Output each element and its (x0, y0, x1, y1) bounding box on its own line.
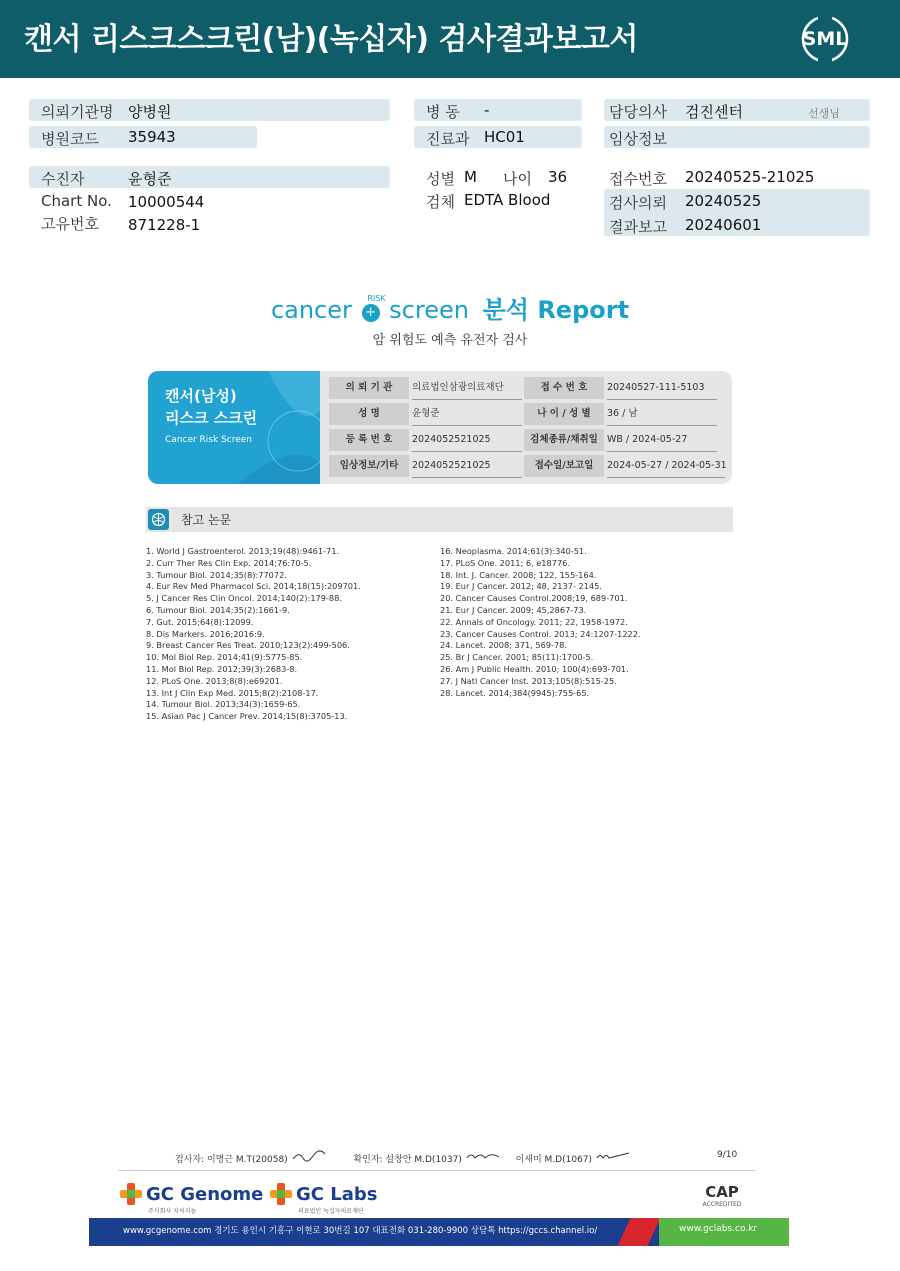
examiner: 검사자: 이명근 M.T(20058) (175, 1155, 288, 1165)
reference-item: 11. Mol Biol Rep. 2012;39(3):2683-8. (146, 663, 298, 674)
reference-item: 10. Mol Biol Rep. 2014;41(9):5775-85. (146, 652, 303, 663)
clinical-label: 임상정보 (609, 130, 667, 148)
hospital-code-label: 병원코드 (41, 130, 99, 148)
request-value: 20240525 (685, 192, 762, 210)
institution-value: 양병원 (128, 103, 172, 121)
cap-sub: ACCREDITED (702, 1201, 742, 1208)
card-line3: Cancer Risk Screen (165, 435, 253, 445)
reference-item: 9. Breast Cancer Res Treat. 2010;123(2):499-506. (146, 640, 350, 651)
plus-icon: + RISK (362, 304, 380, 322)
brand-report: 분석 Report (482, 296, 630, 324)
reference-item: 21. Eur J Cancer. 2009; 45,2867-73. (440, 604, 587, 615)
reference-item: 3. Tumour Biol. 2014;35(8):77072. (146, 569, 287, 580)
card-label: 의 뢰 기 관 (329, 377, 409, 399)
signature-row (175, 1150, 745, 1165)
brand-cancer: cancer (270, 296, 352, 324)
doctor2: 이새미 M.D(1067) (515, 1155, 593, 1165)
receipt-value: 20240525-21025 (685, 168, 815, 186)
unique-label: 고유번호 (41, 215, 99, 233)
doctor2-signature (595, 1150, 635, 1165)
brand-screen: screen (389, 296, 469, 324)
card-label: 임상정보/기타 (329, 455, 409, 477)
reference-item: 4. Eur Rev Med Pharmacol Sci. 2014;18(15):209701. (146, 581, 361, 592)
reference-item: 17. PLoS One. 2011; 6, e18776. (440, 557, 570, 568)
confirmer-signature (465, 1150, 505, 1165)
chart-label: Chart No. (41, 192, 112, 210)
card-label: 접 수 번 호 (524, 377, 604, 399)
card-value: 20240527-111-5103 (607, 377, 717, 400)
card-value: 2024052521025 (412, 429, 522, 452)
reference-item: 13. Int J Clin Exp Med. 2015;8(2):2108-17. (146, 687, 319, 698)
reference-item: 23. Cancer Causes Control. 2013; 24:1207-1222. (440, 628, 641, 639)
reference-item: 14. Tumour Biol. 2013;34(3):1659-65. (146, 699, 301, 710)
reference-item: 8. Dis Markers. 2016;2016:9. (146, 628, 265, 639)
card-value: 2024052521025 (412, 455, 522, 478)
card-value: WB / 2024-05-27 (607, 429, 717, 452)
reference-item: 18. Int. J. Cancer. 2008; 122, 155-164. (440, 569, 597, 580)
reference-item: 26. Am J Public Health. 2010; 100(4):693-701. (440, 663, 629, 674)
cap-text: CAP (705, 1183, 739, 1201)
sex-value: M (464, 168, 477, 186)
reference-item: 19. Eur J Cancer. 2012; 48, 2137- 2145. (440, 581, 602, 592)
gc-genome-name: GC Genome (146, 1184, 264, 1205)
card-label: 접수일/보고일 (524, 455, 604, 477)
chart-value: 10000544 (128, 193, 205, 211)
card-label: 성 명 (329, 403, 409, 425)
reference-item: 12. PLoS One. 2013;8(8):e69201. (146, 675, 283, 686)
references-title: 참고 논문 (181, 513, 232, 527)
brand-title (0, 290, 900, 325)
card-value: 의료법인삼광의료재단 (412, 377, 522, 400)
references-header (146, 507, 733, 532)
examiner-signature (291, 1150, 331, 1165)
institution-label: 의뢰기관명 (41, 103, 114, 121)
age-value: 36 (548, 168, 568, 186)
gc-genome-sub: 주식회사 지씨지놈 (148, 1208, 197, 1215)
reference-item: 28. Lancet. 2014;384(9945):755-65. (440, 687, 590, 698)
card-line1: 캔서(남성) (165, 387, 237, 405)
hospital-code-value: 35943 (128, 128, 176, 146)
card-value: 윤형준 (412, 403, 522, 426)
request-label: 검사의뢰 (609, 194, 667, 212)
reference-item: 24. Lancet. 2008; 371, 569-78. (440, 640, 567, 651)
brain-icon (148, 509, 169, 530)
gc-labs-name: GC Labs (296, 1184, 378, 1205)
confirmer: 확인자: 설창안 M.D(1037) (353, 1155, 462, 1165)
sml-logo (800, 14, 850, 64)
gc-labs-sub: 의료법인 녹십자의료재단 (298, 1208, 364, 1215)
footer-url[interactable]: www.gclabs.co.kr (679, 1224, 758, 1234)
reference-item: 25. Br J Cancer. 2001; 85(11):1700-5. (440, 652, 594, 663)
gc-cross-icon (270, 1183, 292, 1205)
result-label: 결과보고 (609, 218, 667, 236)
logo-text: SML (802, 28, 848, 50)
specimen-value: EDTA Blood (464, 191, 551, 209)
card-label: 등 록 번 호 (329, 429, 409, 451)
doctor-value: 검진센터 (685, 103, 743, 121)
reference-item: 20. Cancer Causes Control.2008;19, 689-701. (440, 593, 628, 604)
report-title: 캔서 리스크스크린(남)(녹십자) 검사결과보고서 (24, 22, 638, 57)
cap-logo (690, 1183, 754, 1213)
reference-item: 15. Asian Pac J Cancer Prev. 2014;15(8):3705-13. (146, 711, 348, 722)
age-label: 나이 (503, 170, 532, 188)
patient-label: 수진자 (41, 170, 85, 188)
card-line2: 리스크 스크린 (165, 409, 258, 427)
footer-contact: www.gcgenome.com 경기도 용인시 기흥구 이현로 30번길 107 대표전화 031-280-9900 상담톡 https://gccs.channel.io/ (123, 1226, 598, 1236)
reference-item: 2. Curr Ther Res Clin Exp. 2014;76:70-5. (146, 557, 312, 568)
references-left (146, 546, 361, 723)
reference-item: 6. Tumour Biol. 2014;35(2):1661-9. (146, 604, 290, 615)
patient-value: 윤형준 (128, 170, 172, 188)
page-number: 9/10 (717, 1150, 738, 1160)
card-label: 나 이 / 성 별 (524, 403, 604, 425)
reference-item: 27. J Natl Cancer Inst. 2013;105(8):515-25. (440, 675, 617, 686)
ward-label: 병 동 (426, 103, 460, 121)
risk-card (148, 371, 732, 484)
reference-item: 22. Annals of Oncology. 2011; 22, 1958-1972. (440, 616, 628, 627)
references-right (440, 546, 641, 699)
footer-bar (89, 1218, 789, 1246)
card-value: 36 / 남 (607, 403, 717, 426)
unique-value: 871228-1 (128, 216, 201, 234)
card-banner (148, 371, 320, 484)
ward-value: - (484, 101, 490, 119)
footer-divider (118, 1170, 756, 1171)
card-value: 2024-05-27 / 2024-05-31 (607, 455, 725, 478)
dept-value: HC01 (484, 128, 525, 146)
receipt-label: 접수번호 (609, 170, 667, 188)
reference-item: 16. Neoplasma. 2014;61(3):340-51. (440, 546, 587, 556)
reference-item: 1. World J Gastroenterol. 2013;19(48):9461-71. (146, 546, 340, 556)
reference-item: 5. J Cancer Res Clin Oncol. 2014;140(2):179-88. (146, 593, 342, 604)
brand-subtitle: 암 위험도 예측 유전자 검사 (372, 333, 528, 348)
reference-item: 7. Gut. 2015;64(8):12099. (146, 616, 254, 627)
card-label: 검체종류/채취일 (524, 429, 604, 451)
doctor-label: 담당의사 (609, 103, 667, 121)
doctor-suffix: 선생님 (808, 107, 840, 120)
sex-label: 성별 (426, 170, 455, 188)
footer-red-stripe (617, 1218, 660, 1246)
specimen-label: 검체 (426, 193, 455, 211)
result-value: 20240601 (685, 216, 762, 234)
gc-cross-icon (120, 1183, 142, 1205)
dept-label: 진료과 (426, 130, 470, 148)
brand-risk: RISK (367, 294, 386, 303)
